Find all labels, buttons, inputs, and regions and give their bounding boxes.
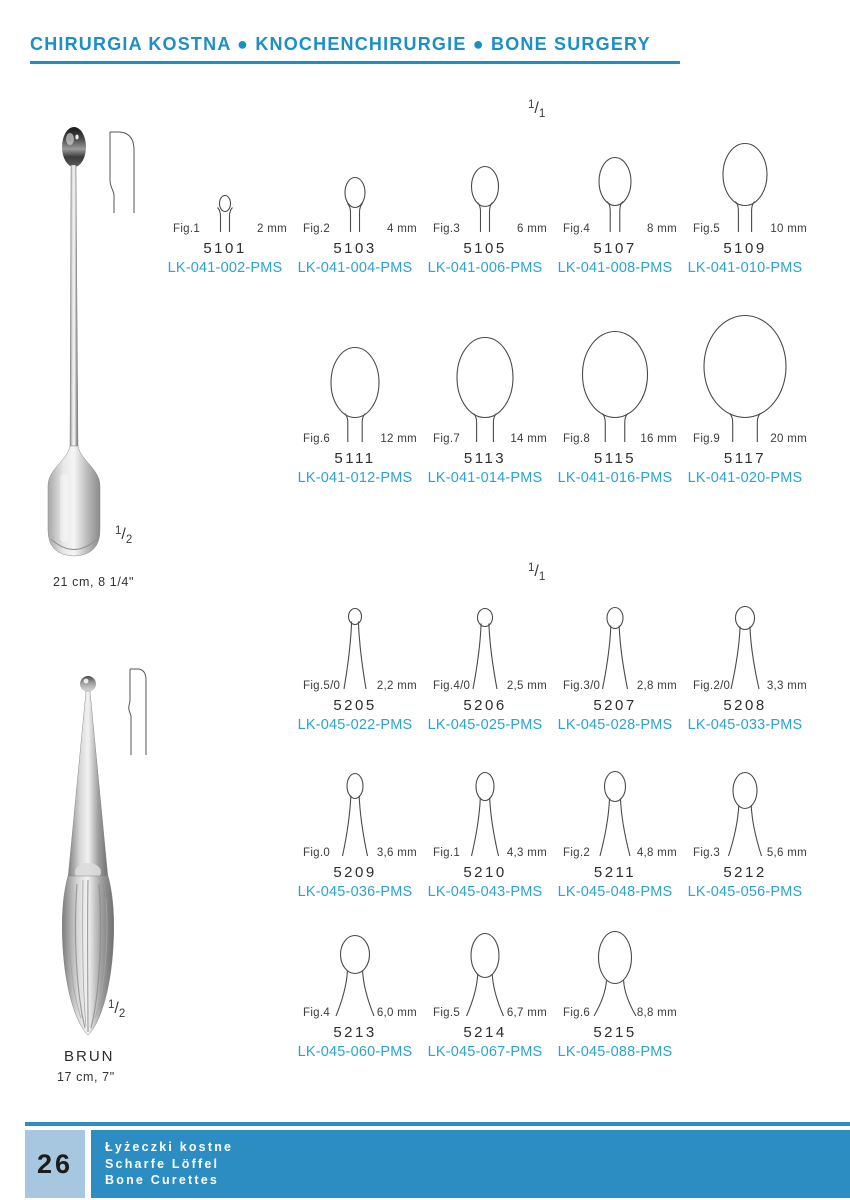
instrument-name: BRUN	[64, 1048, 115, 1065]
item-drawing	[415, 313, 555, 443]
curette-tip-drawing	[425, 336, 545, 443]
item-code: LK-045-043-PMS	[427, 884, 543, 900]
figure-label: Fig.3/0	[563, 680, 601, 692]
item-drawing	[285, 138, 425, 233]
item-drawing	[415, 605, 555, 690]
curette-tip-drawing	[425, 771, 545, 857]
item-number: 5210	[463, 864, 507, 881]
item-number: 5113	[463, 450, 507, 467]
size-label: 12 mm	[380, 433, 417, 445]
curette-tip-drawing	[425, 607, 545, 690]
item-drawing	[675, 138, 815, 233]
curette-tip-drawing	[295, 772, 415, 857]
curette-tip-drawing	[685, 142, 805, 233]
figure-label: Fig.6	[563, 1007, 591, 1019]
brun-curette-photo	[53, 666, 126, 1044]
item-code: LK-045-067-PMS	[427, 1044, 543, 1060]
catalog-item	[675, 772, 815, 900]
item-number: 5111	[334, 450, 376, 467]
item-number: 5212	[723, 864, 767, 881]
size-label: 2 mm	[257, 223, 287, 235]
item-code: LK-045-060-PMS	[297, 1044, 413, 1060]
figure-label: Fig.3	[693, 847, 721, 859]
figure-label: Fig.4	[303, 1007, 331, 1019]
footer-bar	[91, 1130, 850, 1198]
size-label: 16 mm	[640, 433, 677, 445]
catalog-item	[415, 932, 555, 1060]
item-number: 5103	[333, 240, 377, 257]
catalog-item	[285, 772, 425, 900]
item-number: 5115	[593, 450, 637, 467]
item-code: LK-041-002-PMS	[167, 260, 283, 276]
curette-tip-drawing	[685, 771, 805, 857]
catalog-item	[545, 772, 685, 900]
item-number: 5214	[463, 1024, 507, 1041]
catalog-item	[415, 313, 555, 486]
curette-tip-drawing	[295, 346, 415, 443]
size-label: 3,3 mm	[766, 680, 807, 692]
item-drawing	[285, 605, 425, 690]
page-number-box	[25, 1130, 85, 1198]
figure-label: Fig.4/0	[433, 680, 471, 692]
item-code: LK-041-006-PMS	[427, 260, 543, 276]
size-label: 2,2 mm	[376, 680, 417, 692]
item-drawing	[545, 772, 685, 857]
item-drawing	[545, 605, 685, 690]
item-number: 5117	[723, 450, 767, 467]
figure-label: Fig.7	[433, 433, 461, 445]
curette-tip-drawing	[295, 607, 415, 690]
figure-label: Fig.5	[693, 223, 721, 235]
figure-label: Fig.2	[303, 223, 331, 235]
catalog-item	[285, 313, 425, 486]
figure-label: Fig.8	[563, 433, 591, 445]
item-code: LK-045-028-PMS	[557, 717, 673, 733]
catalog-item	[675, 138, 815, 276]
figure-label: Fig.0	[303, 847, 331, 859]
size-label: 6 mm	[517, 223, 547, 235]
item-number: 5109	[723, 240, 767, 257]
page-header	[30, 34, 680, 64]
item-drawing	[155, 138, 295, 233]
title-underline	[30, 61, 680, 64]
item-drawing	[675, 313, 815, 443]
size-label: 8 mm	[647, 223, 677, 235]
tip-profile-drawing	[103, 130, 143, 215]
item-code: LK-041-008-PMS	[557, 260, 673, 276]
item-code: LK-045-088-PMS	[557, 1044, 673, 1060]
item-code: LK-041-014-PMS	[427, 470, 543, 486]
figure-label: Fig.4	[563, 223, 591, 235]
catalog-item	[675, 605, 815, 733]
scale-marker: $^1/_1$	[528, 99, 546, 120]
curette-tip-drawing	[685, 605, 805, 690]
size-label: 14 mm	[510, 433, 547, 445]
size-label: 4,3 mm	[506, 847, 547, 859]
size-label: 10 mm	[770, 223, 807, 235]
item-code: LK-045-033-PMS	[687, 717, 803, 733]
catalog-item	[675, 313, 815, 486]
catalog-item	[545, 138, 685, 276]
curette-tip-drawing	[685, 314, 805, 443]
instrument-dimensions: 21 cm, 8 1/4"	[53, 575, 135, 589]
curette-tip-drawing	[555, 606, 675, 690]
item-number: 5206	[463, 697, 507, 714]
item-drawing	[415, 932, 555, 1017]
figure-label: Fig.1	[433, 847, 461, 859]
item-number: 5207	[593, 697, 637, 714]
item-drawing	[285, 932, 425, 1017]
size-label: 6,0 mm	[376, 1007, 417, 1019]
item-code: LK-045-036-PMS	[297, 884, 413, 900]
item-number: 5209	[333, 864, 377, 881]
catalog-item	[545, 313, 685, 486]
item-drawing	[545, 313, 685, 443]
item-number: 5101	[203, 240, 247, 257]
item-code: LK-041-016-PMS	[557, 470, 673, 486]
curette-tip-drawing	[295, 934, 415, 1017]
scale-marker: $^1/_2$	[108, 999, 126, 1020]
item-number: 5107	[593, 240, 637, 257]
item-number: 5211	[593, 864, 637, 881]
item-drawing	[285, 772, 425, 857]
item-number: 5208	[723, 697, 767, 714]
figure-label: Fig.5/0	[303, 680, 341, 692]
item-code: LK-041-020-PMS	[687, 470, 803, 486]
item-code: LK-041-010-PMS	[687, 260, 803, 276]
footer-title-pl: Łyżeczki kostne	[105, 1140, 234, 1155]
size-label: 8,8 mm	[636, 1007, 677, 1019]
figure-label: Fig.9	[693, 433, 721, 445]
figure-label: Fig.6	[303, 433, 331, 445]
item-code: LK-045-025-PMS	[427, 717, 543, 733]
size-label: 3,6 mm	[376, 847, 417, 859]
catalog-item	[545, 605, 685, 733]
item-drawing	[545, 932, 685, 1017]
item-code: LK-045-048-PMS	[557, 884, 673, 900]
figure-label: Fig.1	[173, 223, 201, 235]
page-title: CHIRURGIA KOSTNA ● KNOCHENCHIRURGIE ● BONE SURGERY	[30, 34, 651, 54]
curette-tip-drawing	[555, 330, 675, 443]
item-code: LK-041-012-PMS	[297, 470, 413, 486]
catalog-item	[285, 138, 425, 276]
size-label: 2,8 mm	[636, 680, 677, 692]
item-code: LK-045-022-PMS	[297, 717, 413, 733]
item-drawing	[415, 772, 555, 857]
item-drawing	[415, 138, 555, 233]
item-code: LK-045-056-PMS	[687, 884, 803, 900]
size-label: 4,8 mm	[636, 847, 677, 859]
curette-tip-drawing	[425, 932, 545, 1017]
figure-label: Fig.5	[433, 1007, 461, 1019]
footer-rule	[25, 1122, 850, 1126]
item-number: 5215	[593, 1024, 637, 1041]
item-number: 5105	[463, 240, 507, 257]
item-code: LK-041-004-PMS	[297, 260, 413, 276]
figure-label: Fig.3	[433, 223, 461, 235]
item-drawing	[675, 772, 815, 857]
catalog-item	[155, 138, 295, 276]
spoon-curette-photo	[36, 124, 112, 564]
scale-marker: $^1/_2$	[115, 525, 133, 546]
catalog-item	[285, 932, 425, 1060]
footer-title-en: Bone Curettes	[105, 1173, 220, 1188]
item-number: 5213	[333, 1024, 377, 1041]
size-label: 5,6 mm	[766, 847, 807, 859]
catalog-item	[545, 932, 685, 1060]
instrument-dimensions: 17 cm, 7"	[57, 1070, 115, 1084]
item-drawing	[285, 313, 425, 443]
catalog-item	[285, 605, 425, 733]
catalog-item	[415, 605, 555, 733]
size-label: 20 mm	[770, 433, 807, 445]
item-drawing	[545, 138, 685, 233]
figure-label: Fig.2	[563, 847, 591, 859]
footer-title-de: Scharfe Löffel	[105, 1156, 220, 1171]
curette-tip-drawing	[555, 930, 675, 1017]
size-label: 4 mm	[387, 223, 417, 235]
curette-tip-drawing	[555, 156, 675, 233]
size-label: 2,5 mm	[506, 680, 547, 692]
scale-marker: $^1/_1$	[528, 562, 546, 583]
tip-profile-drawing	[122, 666, 156, 758]
catalog-item	[415, 772, 555, 900]
item-number: 5205	[333, 697, 377, 714]
figure-label: Fig.2/0	[693, 680, 731, 692]
size-label: 6,7 mm	[506, 1007, 547, 1019]
curette-tip-drawing	[555, 770, 675, 857]
catalog-item	[415, 138, 555, 276]
item-drawing	[675, 605, 815, 690]
page-number: 26	[36, 1148, 74, 1179]
